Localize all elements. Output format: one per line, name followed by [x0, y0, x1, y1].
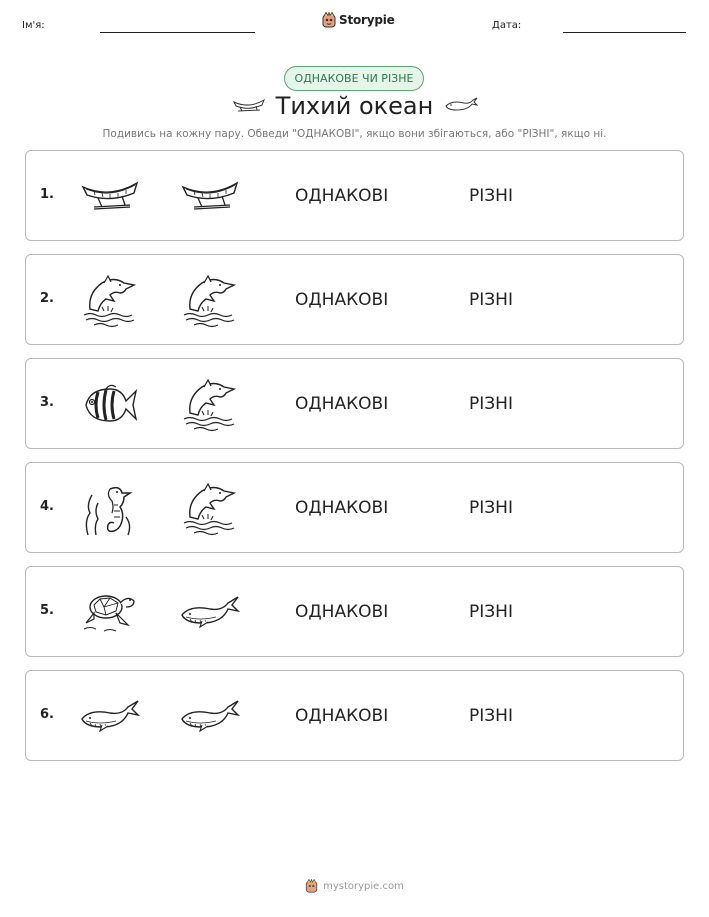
answer-different[interactable]: РІЗНІ: [469, 602, 513, 622]
answer-same[interactable]: ОДНАКОВІ: [295, 602, 389, 622]
name-line[interactable]: [100, 32, 255, 33]
question-row: [25, 670, 684, 761]
question-number: 2.: [40, 291, 54, 306]
answer-different[interactable]: РІЗНІ: [469, 290, 513, 310]
question-number: 4.: [40, 499, 54, 514]
answer-same[interactable]: ОДНАКОВІ: [295, 706, 389, 726]
dolphin-icon: [180, 377, 240, 433]
canoe-icon: [180, 169, 240, 225]
canoe-icon: [80, 169, 140, 225]
worksheet-type-badge: ОДНАКОВЕ ЧИ РІЗНЕ: [284, 66, 424, 91]
question-number: 3.: [40, 395, 54, 410]
footer-url: mystorypie.com: [323, 880, 404, 892]
question-row: [25, 462, 684, 553]
page-title: Тихий океан: [275, 92, 434, 120]
dolphin-icon: [180, 273, 240, 329]
whale-icon: [180, 585, 240, 641]
question-row: [25, 150, 684, 241]
whale-icon: [80, 689, 140, 745]
answer-different[interactable]: РІЗНІ: [469, 186, 513, 206]
answer-same[interactable]: ОДНАКОВІ: [295, 186, 389, 206]
name-label: Ім'я:: [22, 20, 45, 31]
storypie-mascot-icon: [322, 12, 336, 28]
answer-same[interactable]: ОДНАКОВІ: [295, 290, 389, 310]
footer: [0, 879, 709, 893]
dolphin-icon: [180, 481, 240, 537]
answer-different[interactable]: РІЗНІ: [469, 394, 513, 414]
answer-different[interactable]: РІЗНІ: [469, 498, 513, 518]
storypie-logo: [322, 12, 395, 28]
question-number: 6.: [40, 707, 54, 722]
seahorse-icon: [80, 481, 140, 537]
question-row: [25, 358, 684, 449]
question-row: [25, 254, 684, 345]
question-number: 1.: [40, 187, 54, 202]
date-label: Дата:: [492, 20, 522, 31]
date-line[interactable]: [563, 32, 686, 33]
answer-same[interactable]: ОДНАКОВІ: [295, 394, 389, 414]
answer-same[interactable]: ОДНАКОВІ: [295, 498, 389, 518]
brand-name: Storypie: [339, 13, 395, 27]
turtle-icon: [80, 585, 140, 641]
whale-icon: [444, 96, 478, 114]
question-row: [25, 566, 684, 657]
dolphin-icon: [80, 273, 140, 329]
answer-different[interactable]: РІЗНІ: [469, 706, 513, 726]
whale-icon: [180, 689, 240, 745]
storypie-mascot-icon: [305, 879, 318, 893]
instructions: Подивись на кожну пару. Обведи "ОДНАКОВІ", якщо вони збігаються, або "РІЗНІ", якщо ні.: [102, 128, 607, 140]
question-number: 5.: [40, 603, 54, 618]
fish-icon: [80, 377, 140, 433]
